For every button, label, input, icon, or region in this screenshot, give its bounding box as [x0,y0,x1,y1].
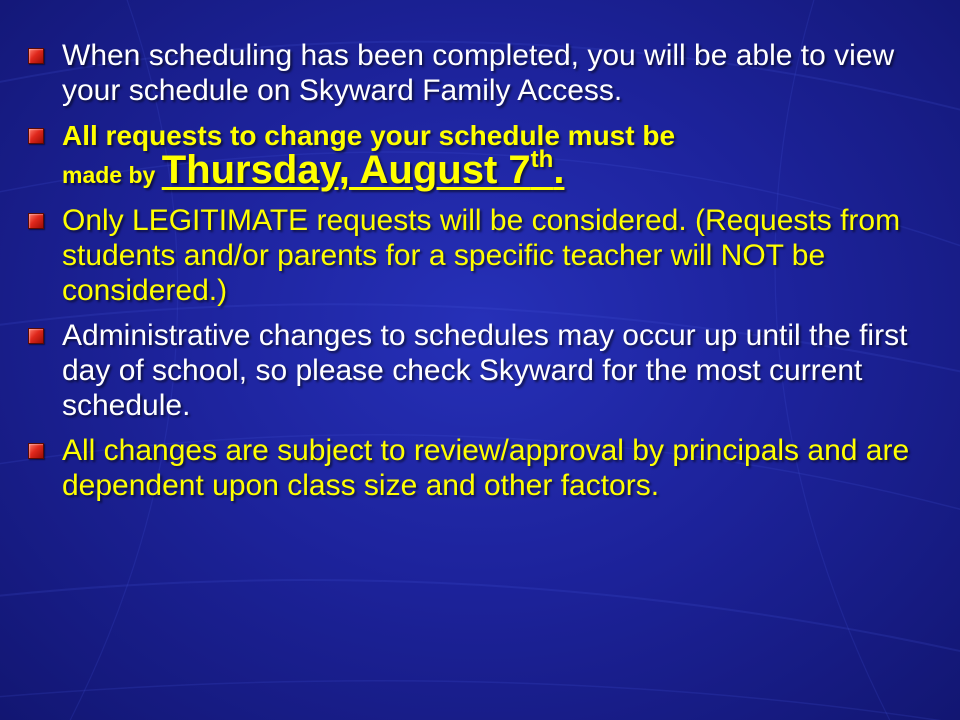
square-bullet-icon [28,328,44,344]
deadline-date [162,148,565,192]
deadline-date-suffix: th [530,146,554,173]
bullet-item [28,118,928,193]
square-bullet-icon [28,213,44,229]
bullet-text: Administrative changes to schedules may occur up until the first day of school, so please check Skyward for the most current schedule. [62,319,908,422]
deadline-date-end: . [553,148,565,192]
deadline-date-main: Thursday, August 7 [161,148,531,192]
bullet-item [28,38,928,108]
bullet-text: When scheduling has been completed, you will be able to view your schedule on Skyward Family Access. [62,39,895,107]
square-bullet-icon [28,443,44,459]
bullet-text: All changes are subject to review/approval by principals and are dependent upon class size and other factors. [62,434,910,502]
bullet-list [28,38,928,513]
bullet-item [28,318,928,423]
square-bullet-icon [28,128,44,144]
bullet-lead-text: All requests to change your schedule must be [62,120,676,151]
bullet-text [62,118,928,193]
bullet-item [28,433,928,503]
bullet-item [28,203,928,308]
square-bullet-icon [28,48,44,64]
bullet-small-text: made by [62,162,162,188]
bullet-text: Only LEGITIMATE requests will be considered. (Requests from students and/or parents for a specific teacher will NOT be considered.) [62,204,901,307]
